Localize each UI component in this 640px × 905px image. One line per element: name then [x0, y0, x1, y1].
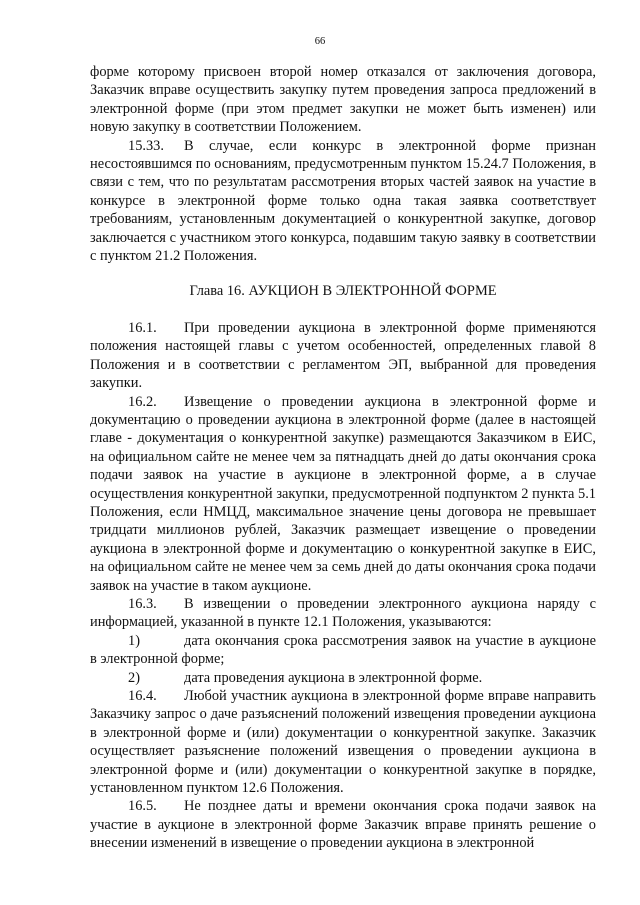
chapter-title: Глава 16. АУКЦИОН В ЭЛЕКТРОННОЙ ФОРМЕ [189, 283, 497, 300]
list-item-number: 2) [128, 669, 140, 686]
paragraph-text: Не позднее даты и времени окончания срока подачи заявок на участие в аукционе в электронной форме Заказчик вправе принять решение о внесении изменений в извещение о проведении аукциона в электронной [90, 798, 596, 852]
paragraph-16-4 [90, 687, 596, 797]
list-item-16-3-1 [90, 632, 596, 669]
paragraph-number: 16.1. [128, 319, 157, 336]
paragraph-number: 16.5. [128, 798, 157, 815]
paragraph-text: В извещении о проведении электронного аукциона наряду с информацией, указанной в пункте 12.1 Положения, указываются: [90, 595, 596, 631]
paragraph-16-3 [90, 595, 596, 632]
paragraph-number: 15.33. [128, 137, 164, 154]
paragraph-text: При проведении аукциона в электронной форме применяются положения настоящей главы с учетом особенностей, определенных главой 8 Положения и в соответствии с регламентом ЭП, выбранной для проведения закупки. [90, 319, 596, 392]
list-item-text: дата проведения аукциона в электронной форме. [184, 669, 483, 686]
page-number: 66 [314, 36, 326, 47]
list-item-number: 1) [128, 632, 140, 649]
paragraph-text: Любой участник аукциона в электронной форме вправе направить Заказчику запрос о даче разъяснений положений извещения проведении аукциона в электронной форме и (или) документации о конкурентной закупке. Заказчик осуществляет разъяснение положений извещения о проведении аукциона в электронной форме и (или) документации о конкурентной закупке в порядке, установленном пунктом 12.6 Положения. [90, 688, 596, 797]
paragraph-16-1 [90, 319, 596, 393]
paragraph-16-2 [90, 393, 596, 595]
list-item-text: дата окончания срока рассмотрения заявок на участие в аукционе в электронной форме; [90, 632, 596, 668]
paragraph-number: 16.2. [128, 393, 157, 410]
paragraph-number: 16.3. [128, 595, 157, 612]
list-item-16-3-2 [90, 669, 596, 687]
paragraph-15-33 [90, 137, 596, 266]
paragraph-number: 16.4. [128, 688, 157, 704]
document-body [90, 63, 596, 853]
paragraph-text: В случае, если конкурс в электронной форме признан несостоявшимся по основаниям, предусмотренным пунктом 15.24.7 Положения, в связи с тем, что по результатам рассмотрения вторых частей заявок на участие в конкурсе в электронной форме только одна такая заявка соответствует требованиям, установленным документацией о конкурентной закупке, договор заключается с участником этого конкурса, подавшим такую заявку в соответствии с пунктом 21.2 Положения. [90, 137, 596, 265]
paragraph-continuation [90, 63, 596, 137]
paragraph-16-5 [90, 797, 596, 852]
paragraph-text: форме которому присвоен второй номер отказался от заключения договора, Заказчик вправе осуществить закупку путем проведения запроса предложений в электронной форме (при этом предмет закупки не может быть изменен) или новую закупку в соответствии Положением. [90, 64, 596, 136]
paragraph-text: Извещение о проведении аукциона в электронной форме и документацию о проведении аукциона в электронной форме (далее в настоящей главе - документация о конкурентной закупке) размещаются Заказчиком в ЕИС, на официальном сайте не менее чем за пятнадцать дней до даты окончания срока подачи заявок на участие в аукционе в электронной форме, а в случае осуществления конкурентной закупки, предусмотренной подпунктом 2 пункта 5.1 Положения, если НМЦД, максимальное значение цены договора не превышает тридцати миллионов рублей, Заказчик размещает извещение о проведении аукциона в электронной форме и документацию о конкурентной закупке в ЕИС, на официальном сайте не менее чем за семь дней до даты окончания срока подачи заявок на участие в таком аукционе. [90, 393, 596, 594]
